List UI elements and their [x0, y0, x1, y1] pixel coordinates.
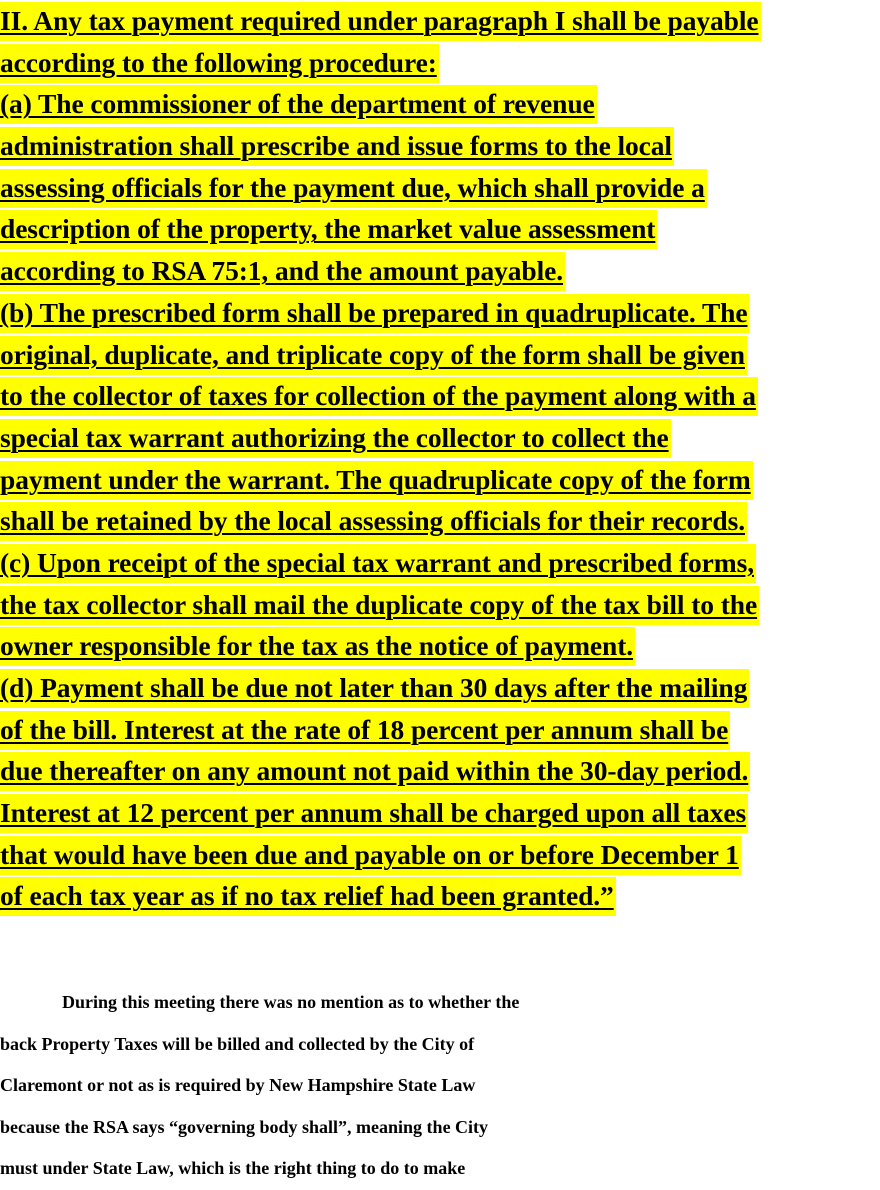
paragraph-line: During this meeting there was no mention as to whether the: [62, 992, 520, 1012]
quote-line-text: assessing officials for the payment due, which shall provide a: [0, 169, 707, 208]
quote-line: [0, 459, 880, 501]
paragraph-line: because the RSA says “governing body shall”, meaning the City: [0, 1116, 489, 1137]
quote-line: [0, 417, 880, 459]
quote-line-text: due thereafter on any amount not paid within the 30-day period.: [0, 752, 750, 791]
quote-line-text: Interest at 12 percent per annum shall be charged upon all taxes: [0, 794, 748, 833]
quote-line: [0, 167, 880, 209]
quote-line-text: administration shall prescribe and issue forms to the local: [0, 127, 674, 166]
quote-line: [0, 834, 880, 876]
quote-line: [0, 709, 880, 751]
quote-line-text: (a) The commissioner of the department of revenue: [0, 85, 597, 124]
quote-line: [0, 500, 880, 542]
quote-line: [0, 792, 880, 834]
quote-line: [0, 625, 880, 667]
quote-line-text: (c) Upon receipt of the special tax warrant and prescribed forms,: [0, 544, 756, 583]
quote-line-text: original, duplicate, and triplicate copy of the form shall be given: [0, 336, 747, 375]
quote-line-text: shall be retained by the local assessing officials for their records.: [0, 502, 747, 541]
quote-line: [0, 125, 880, 167]
quote-line: [0, 667, 880, 709]
quote-line: [0, 0, 880, 42]
quote-line: [0, 250, 880, 292]
quote-line: [0, 875, 880, 917]
quote-line-text: II. Any tax payment required under paragraph I shall be payable: [0, 2, 761, 41]
quote-line-text: owner responsible for the tax as the notice of payment.: [0, 627, 635, 666]
quote-line: [0, 292, 880, 334]
quote-line: [0, 208, 880, 250]
quote-line-text: that would have been due and payable on or before December 1: [0, 836, 741, 875]
quote-line-text: (b) The prescribed form shall be prepared in quadruplicate. The: [0, 294, 749, 333]
quote-line-text: to the collector of taxes for collection of the payment along with a: [0, 377, 758, 416]
quote-line: [0, 375, 880, 417]
quote-line-text: the tax collector shall mail the duplicate copy of the tax bill to the: [0, 586, 759, 625]
quote-line: [0, 750, 880, 792]
quote-line-text: description of the property, the market value assessment: [0, 210, 657, 249]
paragraph-line: Claremont or not as is required by New Hampshire State Law: [0, 1075, 476, 1095]
quote-line: [0, 42, 880, 84]
quote-line-text: special tax warrant authorizing the collector to collect the: [0, 419, 671, 458]
quote-line-text: payment under the warrant. The quadruplicate copy of the form: [0, 461, 753, 500]
quote-line: [0, 83, 880, 125]
paragraph-line: must under State Law, which is the right thing to do to make: [0, 1158, 466, 1178]
quote-line: [0, 584, 880, 626]
quote-line-text: according to the following procedure:: [0, 44, 439, 83]
quote-line: [0, 542, 880, 584]
quote-line: [0, 334, 880, 376]
paragraph-line: back Property Taxes will be billed and collected by the City of: [0, 1033, 475, 1054]
quote-line-text: of the bill. Interest at the rate of 18 percent per annum shall be: [0, 711, 730, 750]
quote-line-text: (d) Payment shall be due not later than 30 days after the mailing: [0, 669, 749, 708]
quote-line-text: according to RSA 75:1, and the amount payable.: [0, 252, 565, 291]
body-paragraph: [0, 982, 880, 1190]
quote-line-text: of each tax year as if no tax relief had been granted.”: [0, 877, 616, 916]
